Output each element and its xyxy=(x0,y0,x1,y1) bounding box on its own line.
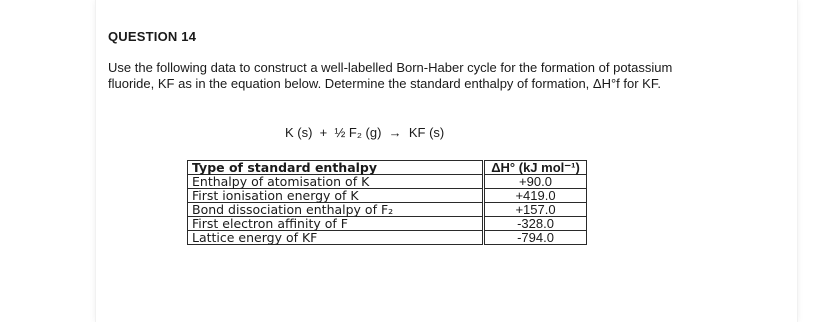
row-type: Bond dissociation enthalpy of F₂ xyxy=(188,203,483,217)
question-title: QUESTION 14 xyxy=(108,29,197,44)
row-type: Lattice energy of KF xyxy=(188,231,483,245)
row-type: First electron affinity of F xyxy=(188,217,483,231)
table-row xyxy=(188,203,587,217)
table-row xyxy=(188,175,587,189)
row-value: +157.0 xyxy=(485,203,587,217)
row-value: +419.0 xyxy=(485,189,587,203)
row-type: First ionisation energy of K xyxy=(188,189,483,203)
table-row xyxy=(188,231,587,245)
question-paragraph: Use the following data to construct a well-labelled Born-Haber cycle for the formation of potassium fluoride, KF as in the equation below. Determine the standard enthalpy of formation, ΔH°f for KF. xyxy=(108,60,673,91)
table-header-row xyxy=(188,161,587,175)
table-row xyxy=(188,217,587,231)
row-value: -328.0 xyxy=(485,217,587,231)
row-value: -794.0 xyxy=(485,231,587,245)
row-value: +90.0 xyxy=(485,175,587,189)
row-type: Enthalpy of atomisation of K xyxy=(188,175,483,189)
header-type: Type of standard enthalpy xyxy=(188,161,483,175)
reaction-equation: K (s) + ½ F₂ (g) → KF (s) xyxy=(285,125,445,140)
table-row xyxy=(188,189,587,203)
header-enthalpy: ΔH° (kJ mol⁻¹) xyxy=(485,161,587,175)
enthalpy-table xyxy=(187,160,587,245)
